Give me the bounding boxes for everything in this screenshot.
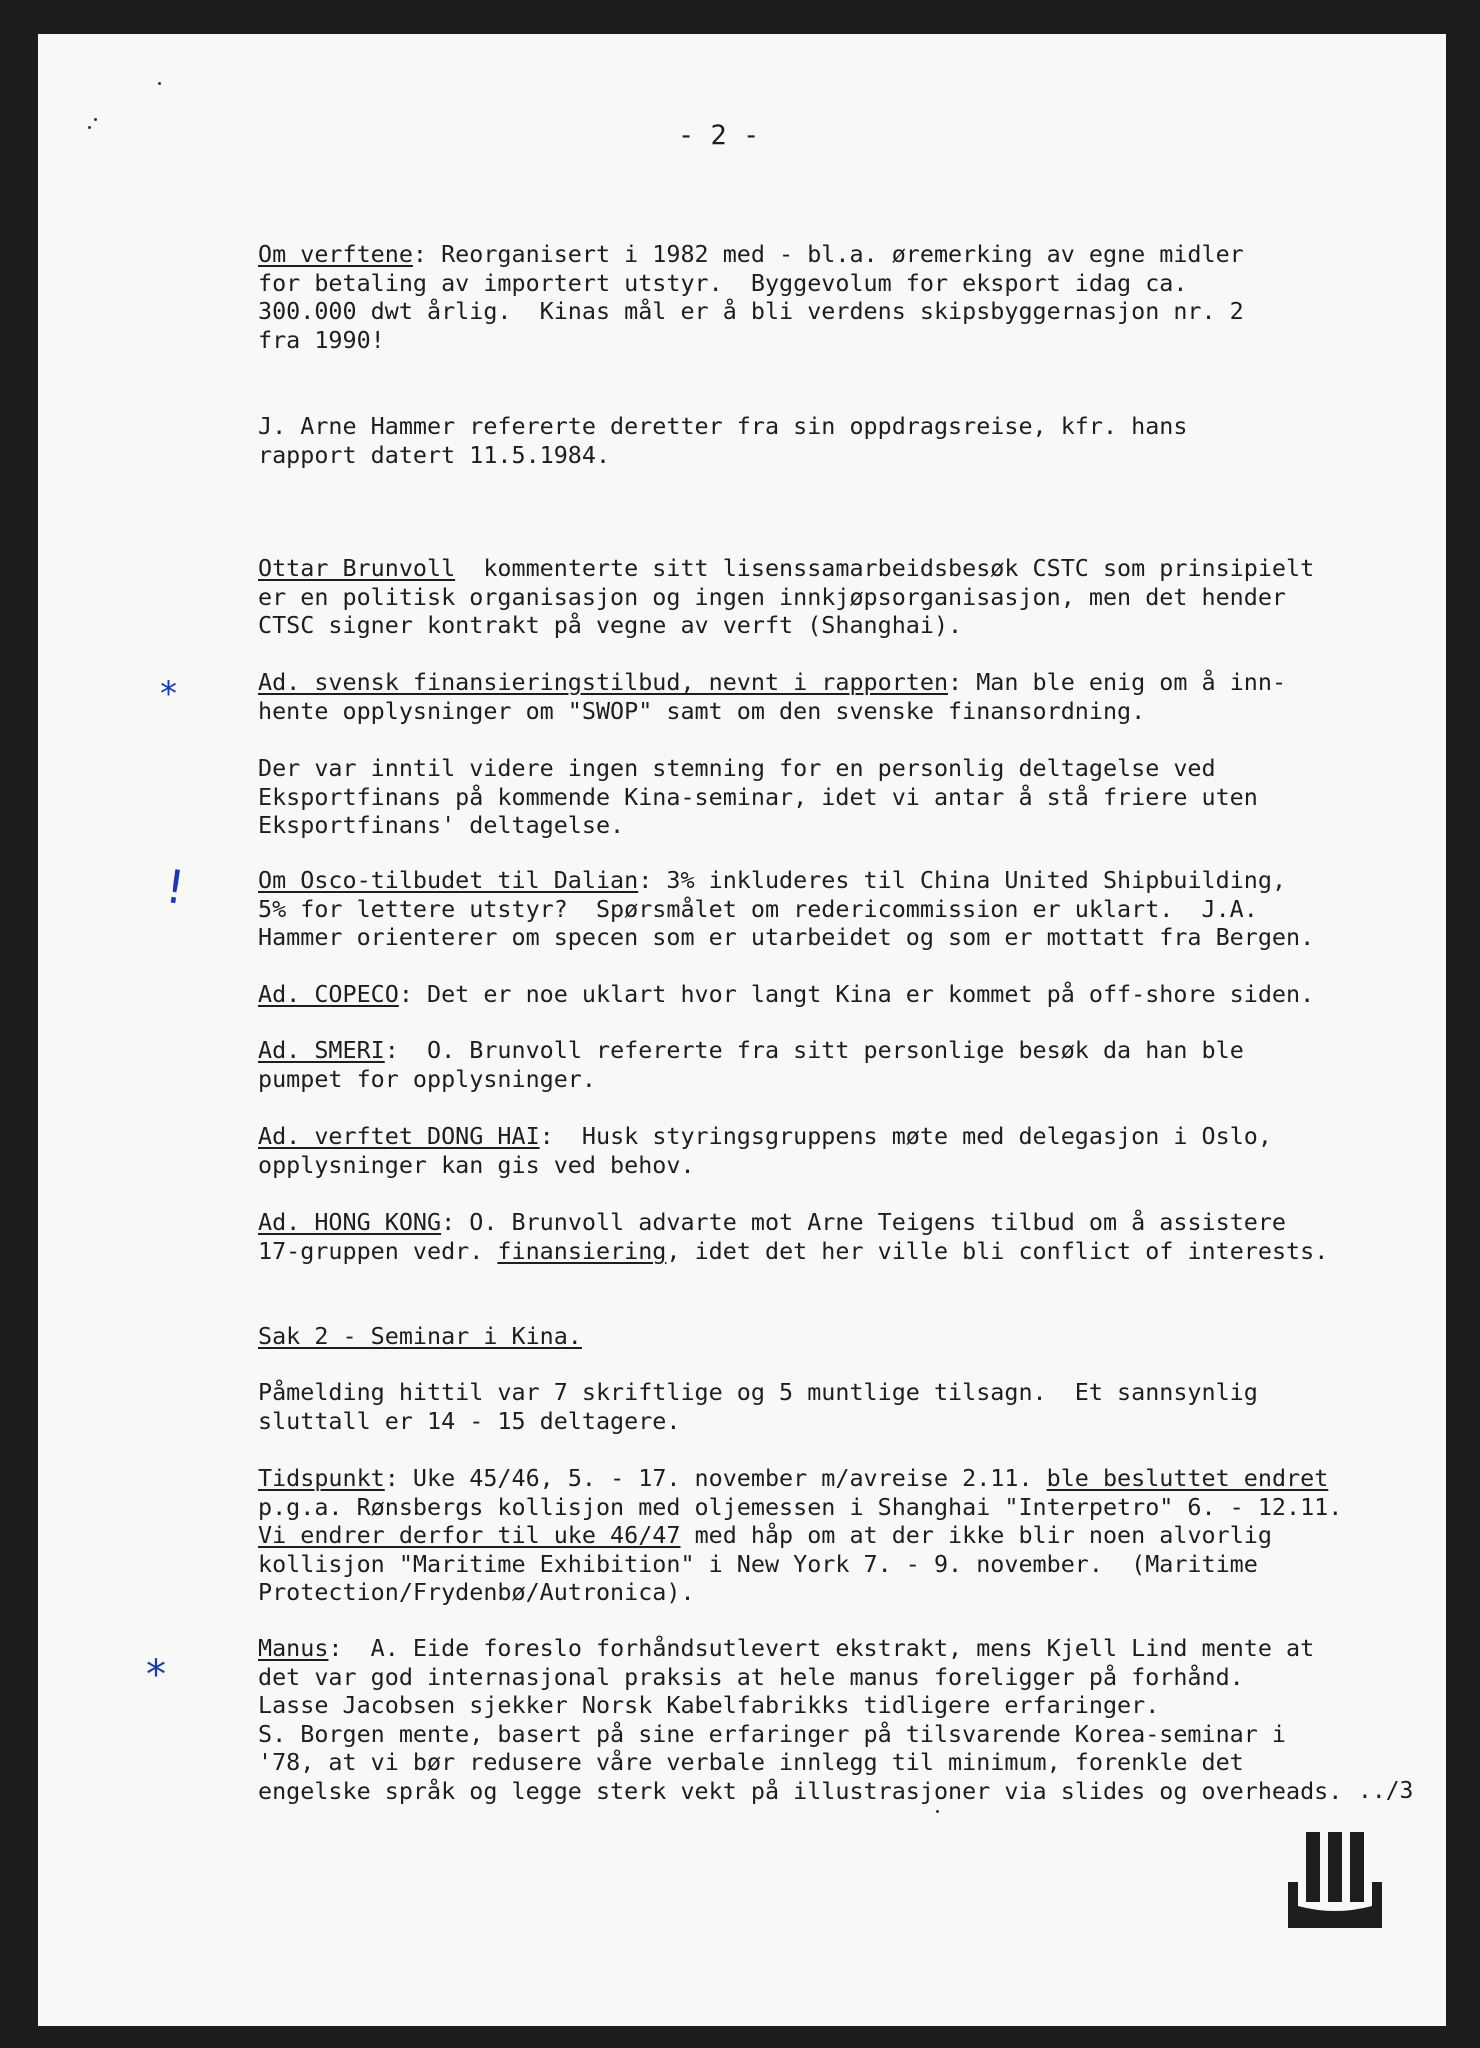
text-line — [258, 1407, 1398, 1436]
text-line — [258, 754, 1398, 783]
paper-speck — [94, 118, 97, 121]
underlined-heading: finansiering — [497, 1236, 667, 1265]
underlined-heading: Om verftene — [258, 240, 413, 268]
paragraph — [258, 668, 1398, 725]
text-segment: p.g.a. Rønsbergs kollisjon med oljemessen i Shanghai "Interpetro" 6. - 12.11. — [258, 1492, 1343, 1521]
paragraph — [258, 1122, 1398, 1179]
underlined-heading: Om Osco-tilbudet til Dalian — [258, 866, 639, 894]
text-segment: 5% for lettere utstyr? Spørsmålet om redericommission er uklart. J.A. — [258, 894, 1258, 923]
text-line — [258, 1493, 1398, 1522]
text-segment: : O. Brunvoll advarte mot Arne Teigens tilbud om å assistere — [441, 1208, 1287, 1236]
text-line — [258, 1634, 1398, 1663]
text-segment: opplysninger kan gis ved behov. — [258, 1150, 695, 1179]
text-segment: Påmelding hittil var 7 skriftlige og 5 muntlige tilsagn. Et sannsynlig — [258, 1378, 1258, 1406]
text-segment: rapport datert 11.5.1984. — [258, 440, 611, 469]
text-segment: : Det er noe uklart hvor langt Kina er kommet på off-shore siden. — [398, 980, 1315, 1008]
text-segment: : Uke 45/46, 5. - 17. november m/avreise 2.11. — [384, 1464, 1047, 1492]
text-segment: : 3% inkluderes til China United Shipbuilding, — [638, 866, 1287, 894]
paragraph — [258, 1634, 1398, 1806]
text-segment: Lasse Jacobsen sjekker Norsk Kabelfabrikks tidligere erfaringer. — [258, 1691, 1160, 1720]
text-line — [258, 668, 1398, 697]
continuation-marker: ../3 — [1358, 1778, 1414, 1804]
paper-speck — [88, 126, 91, 129]
text-line — [258, 923, 1398, 952]
text-line — [258, 866, 1398, 895]
text-segment: kommenterte sitt lisenssamarbeidsbesøk CSTC som prinsipielt — [455, 554, 1315, 582]
paper-speck — [158, 82, 161, 85]
text-segment: fra 1990! — [258, 325, 385, 354]
underlined-heading: Tidspunkt — [258, 1464, 385, 1492]
text-line — [258, 1237, 1398, 1266]
page-number: - 2 - — [678, 120, 760, 151]
text-segment: : Reorganisert i 1982 med - bl.a. øremerking av egne midler — [412, 240, 1244, 268]
text-line — [258, 697, 1398, 726]
text-segment: hente opplysninger om "SWOP" samt om den svenske finansordning. — [258, 696, 1146, 725]
paragraph — [258, 866, 1398, 952]
text-segment: for betaling av importert utstyr. Byggevolum for eksport idag ca. — [258, 268, 1188, 297]
text-segment: Hammer orienterer om specen som er utarbeidet og som er mottatt fra Bergen. — [258, 923, 1315, 952]
text-segment: pumpet for opplysninger. — [258, 1064, 596, 1093]
text-segment: er en politisk organisasjon og ingen innkjøpsorganisasjon, men det hender — [258, 582, 1287, 611]
margin-asterisk-1: * — [160, 674, 177, 714]
text-line — [258, 1691, 1398, 1720]
text-segment: Eksportfinans på kommende Kina-seminar, idet vi antar å stå friere uten — [258, 782, 1258, 811]
paragraph — [258, 754, 1398, 840]
underlined-heading: Manus — [258, 1634, 329, 1662]
text-line — [258, 980, 1398, 1009]
text-line — [258, 1208, 1398, 1237]
paragraph — [258, 554, 1398, 640]
company-logo-icon — [1288, 1832, 1382, 1928]
text-line — [258, 583, 1398, 612]
underlined-heading: Ad. verftet DONG HAI — [258, 1122, 540, 1150]
paragraph — [258, 1378, 1398, 1435]
text-line — [258, 1748, 1398, 1777]
underlined-heading: Ottar Brunvoll — [258, 554, 456, 582]
underlined-heading: Ad. COPECO — [258, 980, 399, 1008]
text-line — [258, 1777, 1398, 1806]
text-line — [258, 1378, 1398, 1407]
text-line — [258, 1464, 1398, 1493]
text-segment: kollisjon "Maritime Exhibition" i New York 7. - 9. november. (Maritime — [258, 1549, 1258, 1578]
text-segment: 300.000 dwt årlig. Kinas mål er å bli verdens skipsbyggernasjon nr. 2 — [258, 297, 1244, 326]
underlined-heading: Sak 2 - Seminar i Kina. — [258, 1322, 582, 1350]
text-segment: '78, at vi bør redusere våre verbale innlegg til minimum, forenkle det — [258, 1748, 1244, 1777]
text-segment: CTSC signer kontrakt på vegne av verft (Shanghai). — [258, 611, 963, 640]
text-segment: , idet det her ville bli conflict of interests. — [666, 1236, 1329, 1265]
text-line — [258, 1065, 1398, 1094]
document-page — [38, 34, 1446, 2026]
text-segment: engelske språk og legge sterk vekt på illustrasjoner via slides og overheads. — [258, 1776, 1343, 1805]
underlined-heading: Ad. SMERI — [258, 1036, 385, 1064]
underlined-heading: Ad. svensk finansieringstilbud, nevnt i rapporten — [258, 668, 949, 696]
text-line — [258, 554, 1398, 583]
text-line — [258, 1322, 1398, 1351]
paragraph — [258, 240, 1398, 354]
underlined-heading: ble besluttet endret — [1046, 1464, 1329, 1492]
text-line — [258, 240, 1398, 269]
text-line — [258, 326, 1398, 355]
text-segment: : Husk styringsgruppens møte med delegasjon i Oslo, — [539, 1122, 1272, 1150]
text-segment: med håp om at der ikke blir noen alvorlig — [680, 1521, 1272, 1550]
text-segment: Der var inntil videre ingen stemning for en personlig deltagelse ved — [258, 754, 1216, 782]
margin-exclamation: ! — [162, 858, 189, 916]
text-line — [258, 1578, 1398, 1607]
paragraph — [258, 980, 1398, 1009]
text-segment: J. Arne Hammer refererte deretter fra sin oppdragsreise, kfr. hans — [258, 412, 1188, 440]
text-line — [258, 269, 1398, 298]
paragraph — [258, 1464, 1398, 1607]
underlined-heading: Vi endrer derfor til uke 46/47 — [258, 1521, 681, 1550]
paragraph — [258, 1208, 1398, 1265]
text-segment: det var god internasjonal praksis at hele manus foreligger på forhånd. — [258, 1662, 1244, 1691]
text-segment: sluttall er 14 - 15 deltagere. — [258, 1406, 681, 1435]
paper-speck — [936, 1810, 939, 1813]
underlined-heading: Ad. HONG KONG — [258, 1208, 442, 1236]
text-segment: : A. Eide foreslo forhåndsutlevert ekstrakt, mens Kjell Lind mente at — [328, 1634, 1315, 1662]
text-line — [258, 412, 1398, 441]
text-line — [258, 1122, 1398, 1151]
paragraph — [258, 1036, 1398, 1093]
text-segment: Protection/Frydenbø/Autronica). — [258, 1578, 695, 1607]
text-segment: S. Borgen mente, basert på sine erfaringer på tilsvarende Korea-seminar i — [258, 1719, 1287, 1748]
margin-asterisk-2: * — [146, 1652, 166, 1698]
text-line — [258, 1521, 1398, 1550]
text-segment: Eksportfinans' deltagelse. — [258, 811, 625, 840]
text-line — [258, 441, 1398, 470]
text-line — [258, 1151, 1398, 1180]
paragraph — [258, 1322, 1398, 1351]
text-line — [258, 1036, 1398, 1065]
text-line — [258, 1720, 1398, 1749]
text-line — [258, 611, 1398, 640]
text-line — [258, 1550, 1398, 1579]
text-segment: 17-gruppen vedr. — [258, 1236, 498, 1265]
text-line — [258, 1663, 1398, 1692]
text-line — [258, 811, 1398, 840]
text-line — [258, 783, 1398, 812]
text-segment: : Man ble enig om å inn- — [948, 668, 1287, 696]
paragraph — [258, 412, 1398, 469]
text-segment: : O. Brunvoll refererte fra sitt personlige besøk da han ble — [384, 1036, 1244, 1064]
text-line — [258, 297, 1398, 326]
text-line — [258, 895, 1398, 924]
